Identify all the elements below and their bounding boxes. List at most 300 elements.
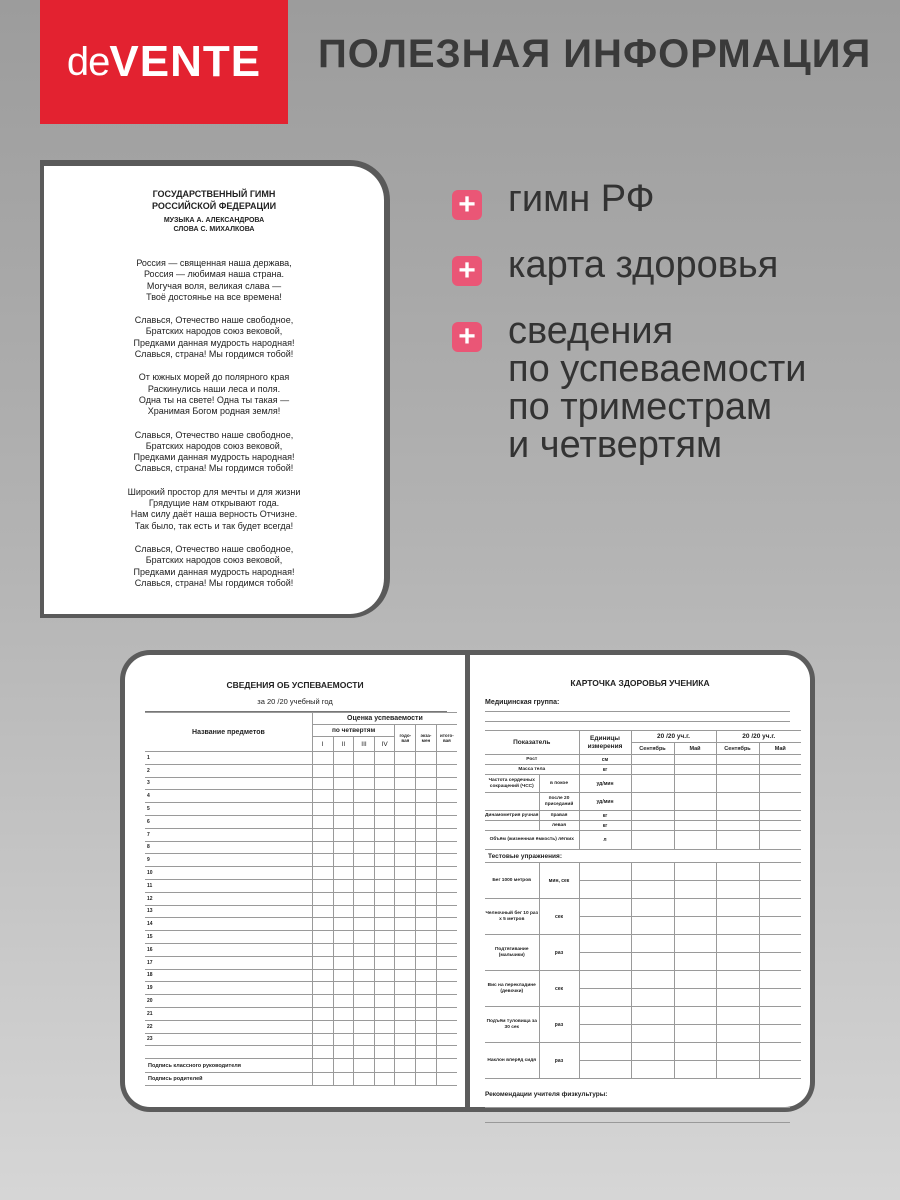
grade-cell[interactable] [436, 943, 457, 956]
value-cell[interactable] [674, 1025, 716, 1043]
value-cell[interactable] [759, 917, 801, 935]
value-cell[interactable] [759, 989, 801, 1007]
grade-cell[interactable] [416, 1007, 437, 1020]
grade-cell[interactable] [395, 1046, 416, 1059]
value-cell[interactable] [631, 953, 674, 971]
grade-cell[interactable] [333, 1033, 354, 1046]
grade-cell[interactable] [354, 918, 375, 931]
sign-cell[interactable] [333, 1059, 354, 1073]
value-cell[interactable] [579, 935, 631, 953]
grade-cell[interactable] [436, 918, 457, 931]
value-cell[interactable] [674, 989, 716, 1007]
grade-cell[interactable] [436, 995, 457, 1008]
grade-cell[interactable] [436, 803, 457, 816]
grade-cell[interactable] [436, 982, 457, 995]
grade-cell[interactable] [354, 892, 375, 905]
value-cell[interactable] [716, 1061, 759, 1079]
grade-cell[interactable] [436, 1033, 457, 1046]
grade-cell[interactable] [436, 854, 457, 867]
value-cell[interactable] [674, 775, 716, 793]
grade-cell[interactable] [333, 867, 354, 880]
grade-cell[interactable] [416, 892, 437, 905]
value-cell[interactable] [716, 935, 759, 953]
grade-cell[interactable] [436, 931, 457, 944]
health-table [485, 730, 801, 1079]
grade-cell[interactable] [416, 931, 437, 944]
unit-cell: кг [579, 765, 631, 775]
value-cell[interactable] [674, 881, 716, 899]
value-cell[interactable] [631, 1061, 674, 1079]
grade-cell[interactable] [416, 1020, 437, 1033]
grade-cell[interactable] [354, 803, 375, 816]
grade-cell[interactable] [312, 1033, 333, 1046]
value-cell[interactable] [631, 775, 674, 793]
grade-cell[interactable] [395, 905, 416, 918]
grade-cell[interactable] [354, 854, 375, 867]
grade-cell[interactable] [333, 790, 354, 803]
value-cell[interactable] [631, 971, 674, 989]
grade-cell[interactable] [354, 879, 375, 892]
value-cell[interactable] [716, 917, 759, 935]
grade-cell[interactable] [416, 803, 437, 816]
grade-cell[interactable] [333, 828, 354, 841]
grade-cell[interactable] [395, 969, 416, 982]
grade-cell[interactable] [312, 931, 333, 944]
sign-cell[interactable] [374, 1072, 395, 1086]
value-cell[interactable] [631, 899, 674, 917]
grade-cell[interactable] [416, 828, 437, 841]
value-cell[interactable] [716, 953, 759, 971]
grade-cell[interactable] [416, 918, 437, 931]
grade-cell[interactable] [374, 1020, 395, 1033]
grade-cell[interactable] [333, 905, 354, 918]
sign-cell[interactable] [436, 1059, 457, 1073]
value-cell[interactable] [631, 831, 674, 850]
grade-cell[interactable] [395, 943, 416, 956]
test-label: Подтягивание (мальчики) [485, 935, 539, 971]
grade-cell[interactable] [354, 841, 375, 854]
grade-cell[interactable] [416, 1033, 437, 1046]
value-cell[interactable] [579, 953, 631, 971]
grade-cell[interactable] [374, 764, 395, 777]
value-cell[interactable] [631, 917, 674, 935]
feature-line: по успеваемости [508, 348, 807, 390]
value-cell[interactable] [716, 1025, 759, 1043]
value-cell[interactable] [631, 1007, 674, 1025]
grade-cell[interactable] [333, 982, 354, 995]
value-cell[interactable] [759, 821, 801, 831]
grade-cell[interactable] [333, 879, 354, 892]
value-cell[interactable] [579, 917, 631, 935]
grade-cell[interactable] [374, 828, 395, 841]
grade-cell[interactable] [312, 867, 333, 880]
grade-cell[interactable] [374, 1007, 395, 1020]
grade-cell[interactable] [312, 1020, 333, 1033]
grade-cell[interactable] [312, 956, 333, 969]
grade-cell[interactable] [416, 905, 437, 918]
value-cell[interactable] [716, 971, 759, 989]
grade-cell[interactable] [312, 752, 333, 765]
grade-cell[interactable] [333, 764, 354, 777]
value-cell[interactable] [759, 881, 801, 899]
med-group-label: Медицинская группа: [485, 699, 560, 706]
value-cell[interactable] [716, 811, 759, 821]
indicator-label: Частота сердечных сокращений (ЧСС) [485, 775, 539, 793]
col-units: Единицы измерения [579, 731, 631, 755]
grade-cell[interactable] [416, 752, 437, 765]
grade-cell[interactable] [395, 995, 416, 1008]
grade-cell[interactable] [333, 777, 354, 790]
grade-cell[interactable] [416, 777, 437, 790]
grade-cell[interactable] [145, 1046, 312, 1059]
grade-cell[interactable] [333, 1020, 354, 1033]
grade-cell[interactable] [374, 905, 395, 918]
value-cell[interactable] [674, 765, 716, 775]
indicator-label: Объём (жизненная ёмкость) лёгких [485, 831, 579, 850]
value-cell[interactable] [759, 765, 801, 775]
grade-cell[interactable] [416, 943, 437, 956]
value-cell[interactable] [579, 863, 631, 881]
grade-cell[interactable] [436, 764, 457, 777]
grade-cell[interactable] [436, 1020, 457, 1033]
row-number: 2 [145, 764, 312, 777]
grade-cell[interactable] [374, 982, 395, 995]
grade-cell[interactable] [354, 982, 375, 995]
grade-cell[interactable] [436, 969, 457, 982]
value-cell[interactable] [674, 1061, 716, 1079]
grade-cell[interactable] [395, 1020, 416, 1033]
value-cell[interactable] [759, 775, 801, 793]
value-cell[interactable] [674, 831, 716, 850]
value-cell[interactable] [716, 765, 759, 775]
value-cell[interactable] [674, 953, 716, 971]
grade-cell[interactable] [395, 1033, 416, 1046]
grade-cell[interactable] [436, 828, 457, 841]
value-cell[interactable] [631, 793, 674, 811]
grade-cell[interactable] [374, 1046, 395, 1059]
health-row [485, 765, 801, 775]
value-cell[interactable] [674, 1007, 716, 1025]
grade-cell[interactable] [312, 892, 333, 905]
grade-cell[interactable] [333, 995, 354, 1008]
value-cell[interactable] [674, 863, 716, 881]
grade-cell[interactable] [374, 943, 395, 956]
grade-cell[interactable] [354, 752, 375, 765]
grade-cell[interactable] [395, 982, 416, 995]
grade-cell[interactable] [354, 777, 375, 790]
value-cell[interactable] [716, 899, 759, 917]
value-cell[interactable] [674, 821, 716, 831]
grade-cell[interactable] [312, 803, 333, 816]
grade-cell[interactable] [374, 918, 395, 931]
grade-cell[interactable] [374, 815, 395, 828]
grade-cell[interactable] [312, 815, 333, 828]
grade-cell[interactable] [436, 815, 457, 828]
grade-cell[interactable] [333, 854, 354, 867]
sign-cell[interactable] [312, 1072, 333, 1086]
value-cell[interactable] [759, 1007, 801, 1025]
month-header: Сентябрь [716, 743, 759, 755]
sign-cell[interactable] [416, 1059, 437, 1073]
grade-cell[interactable] [395, 854, 416, 867]
grade-cell[interactable] [436, 879, 457, 892]
grade-cell[interactable] [374, 1033, 395, 1046]
grade-cell[interactable] [312, 790, 333, 803]
grade-cell[interactable] [312, 943, 333, 956]
grade-cell[interactable] [354, 867, 375, 880]
value-cell[interactable] [631, 881, 674, 899]
value-cell[interactable] [579, 989, 631, 1007]
grade-cell[interactable] [354, 1007, 375, 1020]
grade-cell[interactable] [374, 854, 395, 867]
grade-cell[interactable] [354, 943, 375, 956]
grade-cell[interactable] [416, 854, 437, 867]
grade-cell[interactable] [333, 969, 354, 982]
grade-cell[interactable] [312, 918, 333, 931]
grade-cell[interactable] [354, 931, 375, 944]
value-cell[interactable] [674, 935, 716, 953]
value-cell[interactable] [759, 863, 801, 881]
sign-cell[interactable] [395, 1059, 416, 1073]
grade-cell[interactable] [354, 790, 375, 803]
grade-cell[interactable] [354, 969, 375, 982]
value-cell[interactable] [674, 755, 716, 765]
grade-cell[interactable] [374, 790, 395, 803]
grade-cell[interactable] [354, 905, 375, 918]
grade-cell[interactable] [416, 841, 437, 854]
value-cell[interactable] [759, 1043, 801, 1061]
grade-cell[interactable] [416, 815, 437, 828]
grade-cell[interactable] [354, 1020, 375, 1033]
grade-cell[interactable] [354, 956, 375, 969]
grade-cell[interactable] [333, 892, 354, 905]
grade-cell[interactable] [312, 905, 333, 918]
value-cell[interactable] [716, 989, 759, 1007]
grade-cell[interactable] [354, 764, 375, 777]
grade-cell[interactable] [374, 879, 395, 892]
row-number: 16 [145, 943, 312, 956]
value-cell[interactable] [759, 831, 801, 850]
health-page [470, 650, 815, 1112]
grade-cell[interactable] [374, 752, 395, 765]
logo-vente: VENTE [109, 37, 262, 86]
value-cell[interactable] [716, 821, 759, 831]
grade-cell[interactable] [395, 918, 416, 931]
value-cell[interactable] [716, 1007, 759, 1025]
grade-cell[interactable] [354, 1033, 375, 1046]
grade-cell[interactable] [395, 956, 416, 969]
test-row [485, 1043, 801, 1061]
sign-cell[interactable] [354, 1059, 375, 1073]
grade-cell[interactable] [312, 777, 333, 790]
grade-cell[interactable] [395, 892, 416, 905]
value-cell[interactable] [579, 881, 631, 899]
grade-cell[interactable] [436, 790, 457, 803]
grade-cell[interactable] [333, 1046, 354, 1059]
grade-cell[interactable] [374, 777, 395, 790]
grade-cell[interactable] [395, 803, 416, 816]
health-row [485, 793, 801, 811]
open-notebook [120, 650, 825, 1112]
grade-cell[interactable] [333, 956, 354, 969]
grade-cell[interactable] [436, 841, 457, 854]
value-cell[interactable] [759, 899, 801, 917]
value-cell[interactable] [716, 831, 759, 850]
grade-cell[interactable] [312, 1046, 333, 1059]
value-cell[interactable] [674, 811, 716, 821]
value-cell[interactable] [579, 1025, 631, 1043]
sign-cell[interactable] [416, 1072, 437, 1086]
value-cell[interactable] [716, 863, 759, 881]
sign-cell[interactable] [312, 1059, 333, 1073]
value-cell[interactable] [631, 821, 674, 831]
grade-cell[interactable] [312, 828, 333, 841]
value-cell[interactable] [759, 755, 801, 765]
grade-cell[interactable] [354, 1046, 375, 1059]
value-cell[interactable] [759, 935, 801, 953]
progress-year: за 20 /20 учебный год [257, 697, 333, 706]
feature-line: сведения [508, 310, 674, 352]
value-cell[interactable] [674, 917, 716, 935]
unit-cell: см [579, 755, 631, 765]
value-cell[interactable] [759, 793, 801, 811]
grade-cell[interactable] [436, 867, 457, 880]
grade-cell[interactable] [312, 995, 333, 1008]
value-cell[interactable] [631, 863, 674, 881]
grade-cell[interactable] [333, 752, 354, 765]
unit-cell: кг [579, 821, 631, 831]
value-cell[interactable] [759, 811, 801, 821]
grade-cell[interactable] [374, 956, 395, 969]
anthem-line: Нам силу даёт наша верность Отчизне. [130, 509, 298, 520]
grade-cell[interactable] [436, 752, 457, 765]
value-cell[interactable] [631, 989, 674, 1007]
value-cell[interactable] [579, 899, 631, 917]
sign-cell[interactable] [374, 1059, 395, 1073]
grade-cell[interactable] [395, 841, 416, 854]
grade-cell[interactable] [416, 867, 437, 880]
grade-cell[interactable] [416, 764, 437, 777]
grade-cell[interactable] [333, 841, 354, 854]
grade-cell[interactable] [416, 790, 437, 803]
sign-cell[interactable] [333, 1072, 354, 1086]
grade-cell[interactable] [312, 982, 333, 995]
grade-cell[interactable] [312, 1007, 333, 1020]
grade-cell[interactable] [395, 815, 416, 828]
row-number: 14 [145, 918, 312, 931]
grade-cell[interactable] [395, 931, 416, 944]
grade-cell[interactable] [395, 777, 416, 790]
grade-cell[interactable] [374, 931, 395, 944]
grade-cell[interactable] [374, 892, 395, 905]
row-number: 11 [145, 879, 312, 892]
grade-cell[interactable] [395, 752, 416, 765]
value-cell[interactable] [716, 793, 759, 811]
grade-cell[interactable] [436, 1007, 457, 1020]
grade-cell[interactable] [333, 803, 354, 816]
grade-cell[interactable] [312, 854, 333, 867]
value-cell[interactable] [631, 811, 674, 821]
grade-cell[interactable] [333, 931, 354, 944]
value-cell[interactable] [631, 1025, 674, 1043]
value-cell[interactable] [716, 775, 759, 793]
grade-cell[interactable] [374, 969, 395, 982]
value-cell[interactable] [579, 971, 631, 989]
value-cell[interactable] [674, 971, 716, 989]
test-label: Наклон вперёд сидя [485, 1043, 539, 1079]
value-cell[interactable] [674, 793, 716, 811]
sign-cell[interactable] [354, 1072, 375, 1086]
value-cell[interactable] [716, 881, 759, 899]
grade-cell[interactable] [416, 1046, 437, 1059]
grade-cell[interactable] [374, 841, 395, 854]
grade-cell[interactable] [312, 841, 333, 854]
grade-cell[interactable] [436, 1046, 457, 1059]
anthem-line: Предками данная мудрость народная! [133, 566, 295, 577]
grade-cell[interactable] [374, 995, 395, 1008]
grade-cell[interactable] [416, 879, 437, 892]
grade-cell[interactable] [395, 764, 416, 777]
grade-cell[interactable] [333, 1007, 354, 1020]
grade-cell[interactable] [395, 1007, 416, 1020]
sign-cell[interactable] [395, 1072, 416, 1086]
grade-cell[interactable] [374, 803, 395, 816]
grade-cell[interactable] [416, 969, 437, 982]
grade-cell[interactable] [374, 867, 395, 880]
value-cell[interactable] [674, 1043, 716, 1061]
grade-cell[interactable] [354, 815, 375, 828]
grade-cell[interactable] [395, 828, 416, 841]
grade-cell[interactable] [354, 828, 375, 841]
value-cell[interactable] [716, 755, 759, 765]
value-cell[interactable] [631, 755, 674, 765]
grade-cell[interactable] [312, 969, 333, 982]
value-cell[interactable] [579, 1061, 631, 1079]
grade-cell[interactable] [312, 764, 333, 777]
value-cell[interactable] [759, 953, 801, 971]
grade-cell[interactable] [416, 982, 437, 995]
row-number: 7 [145, 828, 312, 841]
value-cell[interactable] [716, 1043, 759, 1061]
grade-cell[interactable] [333, 815, 354, 828]
grade-cell[interactable] [395, 879, 416, 892]
grade-cell[interactable] [436, 777, 457, 790]
grade-cell[interactable] [395, 790, 416, 803]
grade-cell[interactable] [436, 956, 457, 969]
progress-row [145, 867, 457, 880]
value-cell[interactable] [631, 1043, 674, 1061]
grade-cell[interactable] [416, 995, 437, 1008]
grade-cell[interactable] [416, 956, 437, 969]
value-cell[interactable] [579, 1043, 631, 1061]
value-cell[interactable] [579, 1007, 631, 1025]
grade-cell[interactable] [333, 918, 354, 931]
grade-cell[interactable] [395, 867, 416, 880]
value-cell[interactable] [631, 935, 674, 953]
value-cell[interactable] [759, 1025, 801, 1043]
grade-cell[interactable] [436, 905, 457, 918]
value-cell[interactable] [759, 971, 801, 989]
value-cell[interactable] [631, 765, 674, 775]
grade-cell[interactable] [312, 879, 333, 892]
grade-cell[interactable] [436, 892, 457, 905]
value-cell[interactable] [759, 1061, 801, 1079]
grade-cell[interactable] [354, 995, 375, 1008]
value-cell[interactable] [674, 899, 716, 917]
grade-cell[interactable] [333, 943, 354, 956]
test-label: Вис на перекладине (девочки) [485, 971, 539, 1007]
sign-cell[interactable] [436, 1072, 457, 1086]
